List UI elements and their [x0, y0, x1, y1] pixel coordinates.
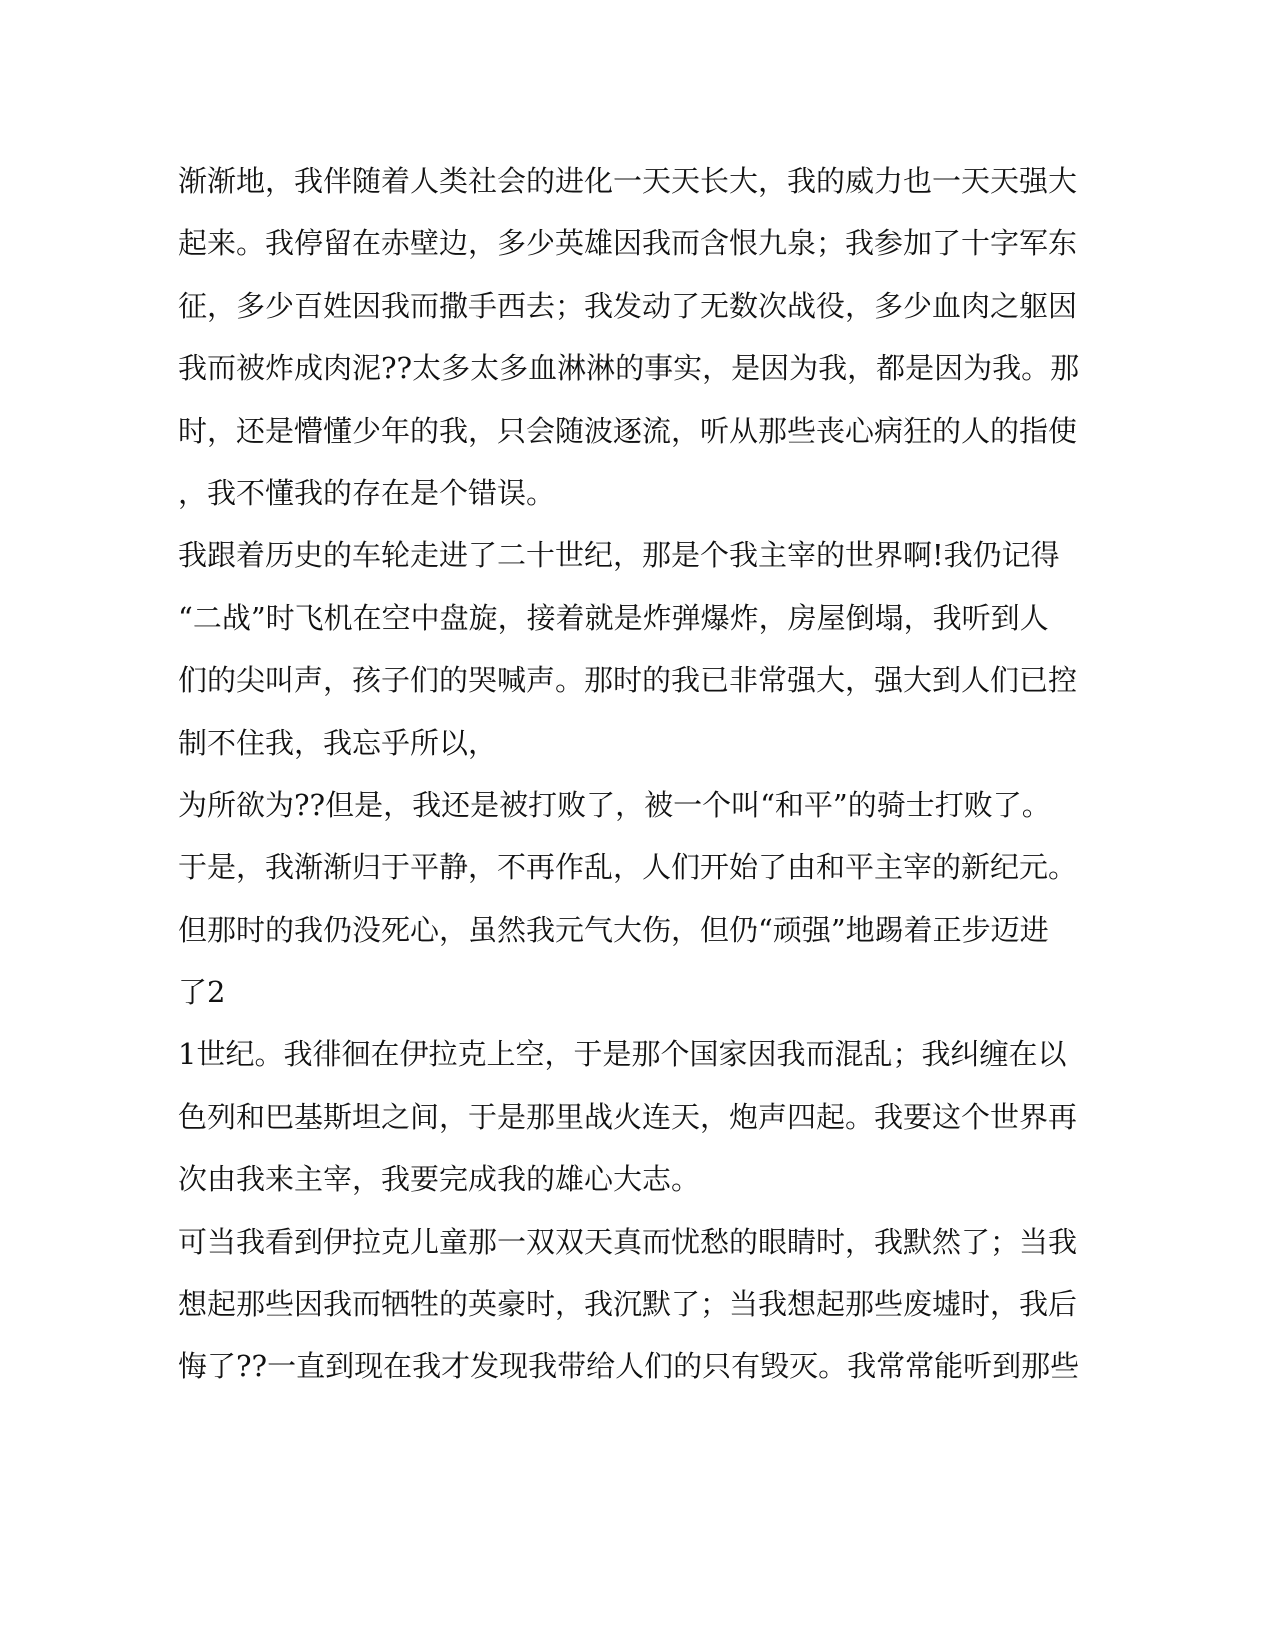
text-line: 们的尖叫声，孩子们的哭喊声。那时的我已非常强大，强大到人们已控	[178, 663, 1078, 698]
text-line: 次由我来主宰，我要完成我的雄心大志。	[178, 1162, 701, 1197]
text-line: 悔了??一直到现在我才发现我带给人们的只有毁灭。我常常能听到那些	[178, 1349, 1080, 1384]
body-text	[178, 150, 1080, 1398]
text-line: 我而被炸成肉泥??太多太多血淋淋的事实，是因为我，都是因为我。那	[178, 351, 1080, 386]
text-line: ，我不懂我的存在是个错误。	[178, 475, 556, 510]
text-line: 1世纪。我徘徊在伊拉克上空，于是那个国家因我而混乱；我纠缠在以	[178, 1037, 1067, 1072]
text-line: 于是，我渐渐归于平静，不再作乱，人们开始了由和平主宰的新纪元。	[178, 850, 1078, 885]
text-line: 渐渐地，我伴随着人类社会的进化一天天长大，我的威力也一天天强大	[178, 164, 1078, 198]
text-line: “二战”时飞机在空中盘旋，接着就是炸弹爆炸，房屋倒塌，我听到人	[178, 600, 1049, 635]
text-line: 时，还是懵懂少年的我，只会随波逐流，听从那些丧心病狂的人的指使	[178, 413, 1078, 448]
text-line: 我跟着历史的车轮走进了二十世纪，那是个我主宰的世界啊!我仍记得	[178, 538, 1060, 573]
text-line: 但那时的我仍没死心，虽然我元气大伤，但仍“顽强”地踢着正步迈进	[178, 912, 1049, 947]
text-line: 想起那些因我而牺牲的英豪时，我沉默了；当我想起那些废墟时，我后	[178, 1287, 1078, 1322]
text-line: 为所欲为??但是，我还是被打败了，被一个叫“和平”的骑士打败了。	[178, 787, 1051, 822]
text-line: 色列和巴基斯坦之间，于是那里战火连天，炮声四起。我要这个世界再	[178, 1099, 1078, 1134]
text-line: 制不住我，我忘乎所以，	[178, 725, 498, 760]
text-line: 起来。我停留在赤壁边，多少英雄因我而含恨九泉；我参加了十字军东	[178, 226, 1078, 261]
text-line: 可当我看到伊拉克儿童那一双双天真而忧愁的眼睛时，我默然了；当我	[178, 1224, 1078, 1259]
text-line: 征，多少百姓因我而撒手西去；我发动了无数次战役，多少血肉之躯因	[178, 288, 1078, 323]
text-line: 了2	[178, 975, 226, 1010]
